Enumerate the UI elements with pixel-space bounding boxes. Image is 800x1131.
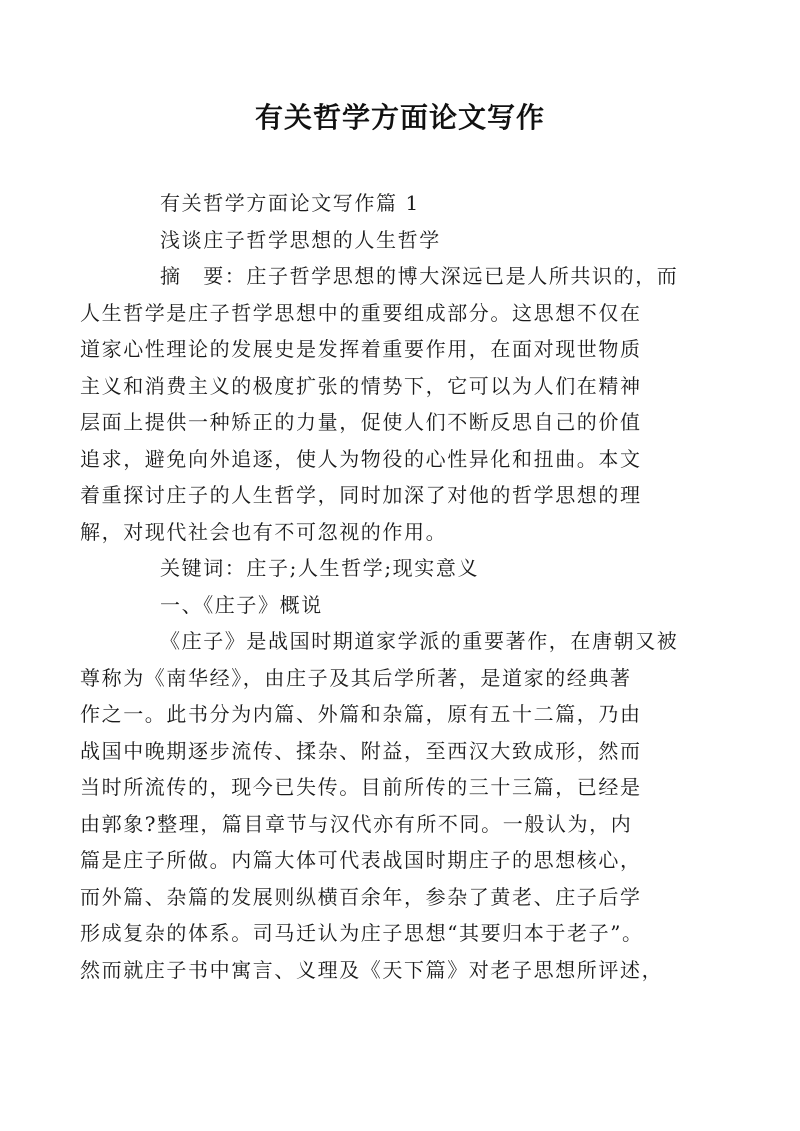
section-line: 《庄子》是战国时期道家学派的重要著作，在唐朝又被 <box>160 629 679 653</box>
keywords-line: 关键词：庄子;人生哲学;现实意义 <box>160 556 480 580</box>
article-title: 浅谈庄子哲学思想的人生哲学 <box>160 227 441 252</box>
abstract-line: 追求，避免向外追逐，使人为物役的心性异化和扭曲。本文 <box>80 446 642 471</box>
abstract-line: 主义和消费主义的极度扩张的情势下，它可以为人们在精神 <box>80 373 642 398</box>
section-paragraph <box>80 623 685 988</box>
section-heading: 一、《庄子》概说 <box>160 592 323 617</box>
abstract-line: 解，对现代社会也有不可忽视的作用。 <box>80 519 448 544</box>
abstract-line: 人生哲学是庄子哲学思想中的重要组成部分。这思想不仅在 <box>80 300 642 325</box>
abstract-line: 摘 要：庄子哲学思想的博大深远已是人所共识的，而 <box>160 264 679 288</box>
section-line: 而外篇、杂篇的发展则纵横百余年，参杂了黄老、庄子后学 <box>80 884 642 909</box>
section-line: 由郭象?整理，篇目章节与汉代亦有所不同。一般认为，内 <box>80 811 633 836</box>
abstract-line: 道家心性理论的发展史是发挥着重要作用，在面对现世物质 <box>80 337 642 361</box>
abstract-line: 层面上提供一种矫正的力量，促使人们不断反思自己的价值 <box>80 410 642 434</box>
section-line: 作之一。此书分为内篇、外篇和杂篇，原有五十二篇，乃由 <box>80 702 642 726</box>
subtitle-line: 有关哲学方面论文写作篇 1 <box>160 191 420 215</box>
section-line: 战国中晚期逐步流传、揉杂、附益，至西汉大致成形，然而 <box>80 738 642 763</box>
section-line: 然而就庄子书中寓言、义理及《天下篇》对老子思想所评述， <box>80 957 664 982</box>
abstract-line: 着重探讨庄子的人生哲学，同时加深了对他的哲学思想的理 <box>80 483 642 507</box>
document-body <box>80 185 685 988</box>
section-line: 当时所流传的，现今已失传。目前所传的三十三篇，已经是 <box>80 775 642 799</box>
section-line: 尊称为《南华经》，由庄子及其后学所著，是道家的经典著 <box>80 665 632 690</box>
abstract-paragraph <box>80 258 685 550</box>
section-line: 篇是庄子所做。内篇大体可代表战国时期庄子的思想核心， <box>80 848 642 872</box>
section-line: 形成复杂的体系。司马迁认为庄子思想“其要归本于老子”。 <box>80 921 644 945</box>
document-title: 有关哲学方面论文写作 <box>254 101 545 134</box>
